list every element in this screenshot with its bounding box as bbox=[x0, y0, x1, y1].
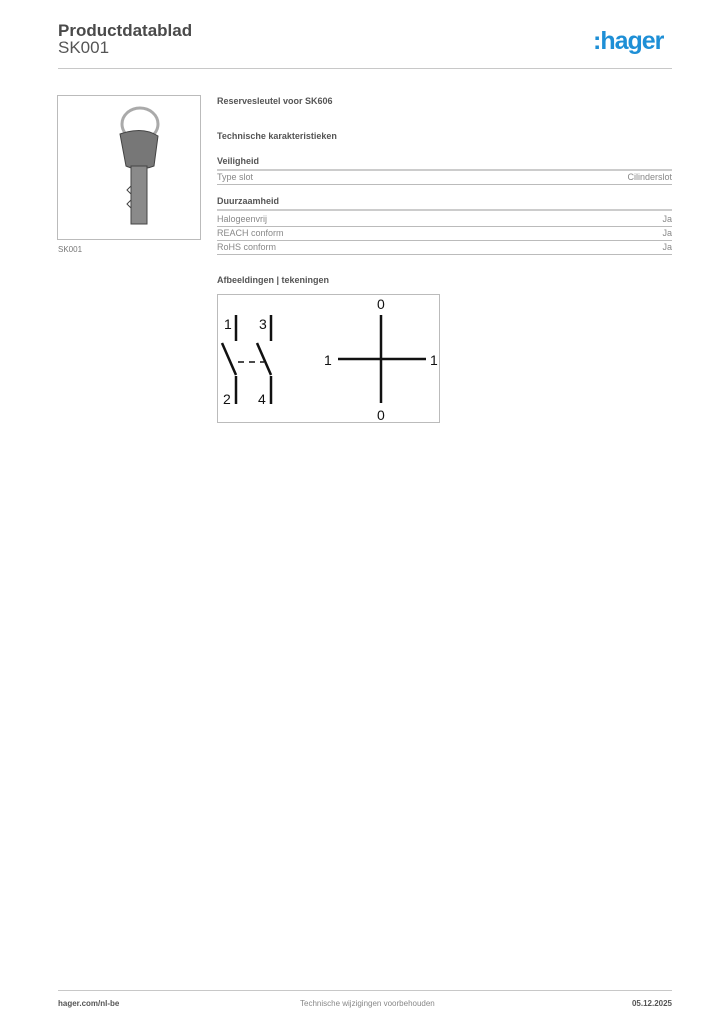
position-label: 1 bbox=[430, 352, 438, 368]
spec-value: Ja bbox=[662, 228, 672, 238]
group-heading: Duurzaamheid bbox=[217, 196, 672, 211]
drawings-heading: Afbeeldingen | tekeningen bbox=[217, 275, 330, 285]
switch-diagram bbox=[217, 294, 440, 423]
terminal-label: 2 bbox=[223, 391, 231, 407]
position-label: 0 bbox=[377, 296, 385, 312]
footer-divider bbox=[58, 990, 672, 991]
spec-value: Ja bbox=[662, 242, 672, 252]
product-description: Reservesleutel voor SK606 bbox=[217, 96, 333, 106]
position-label: 1 bbox=[324, 352, 332, 368]
spec-value: Ja bbox=[662, 214, 672, 224]
product-code: SK001 bbox=[58, 38, 110, 57]
spec-label: Type slot bbox=[217, 172, 254, 182]
spec-row bbox=[217, 227, 672, 241]
spec-label: RoHS conform bbox=[217, 242, 277, 252]
spec-row bbox=[217, 241, 672, 255]
key-icon bbox=[58, 96, 200, 239]
spec-label: REACH conform bbox=[217, 228, 284, 238]
group-heading: Veiligheid bbox=[217, 156, 672, 171]
footer-website[interactable]: hager.com/nl-be bbox=[58, 999, 120, 1008]
footer-notice: Technische wijzigingen voorbehouden bbox=[300, 999, 435, 1008]
terminal-label: 3 bbox=[259, 316, 267, 332]
spec-label: Halogeenvrij bbox=[217, 214, 268, 224]
wiring-drawing bbox=[218, 295, 439, 422]
image-caption: SK001 bbox=[58, 245, 83, 254]
position-label: 0 bbox=[377, 407, 385, 422]
product-image bbox=[57, 95, 201, 240]
terminal-label: 4 bbox=[258, 391, 266, 407]
specs-heading: Technische karakteristieken bbox=[217, 131, 337, 141]
page-title: Productdatablad bbox=[58, 21, 193, 40]
spec-row bbox=[217, 171, 672, 185]
terminal-label: 1 bbox=[224, 316, 232, 332]
hager-logo: :hager bbox=[593, 27, 664, 55]
header-divider bbox=[58, 68, 672, 69]
spec-value: Cilinderslot bbox=[627, 172, 672, 182]
spec-row bbox=[217, 213, 672, 227]
footer-date: 05.12.2025 bbox=[631, 999, 672, 1008]
